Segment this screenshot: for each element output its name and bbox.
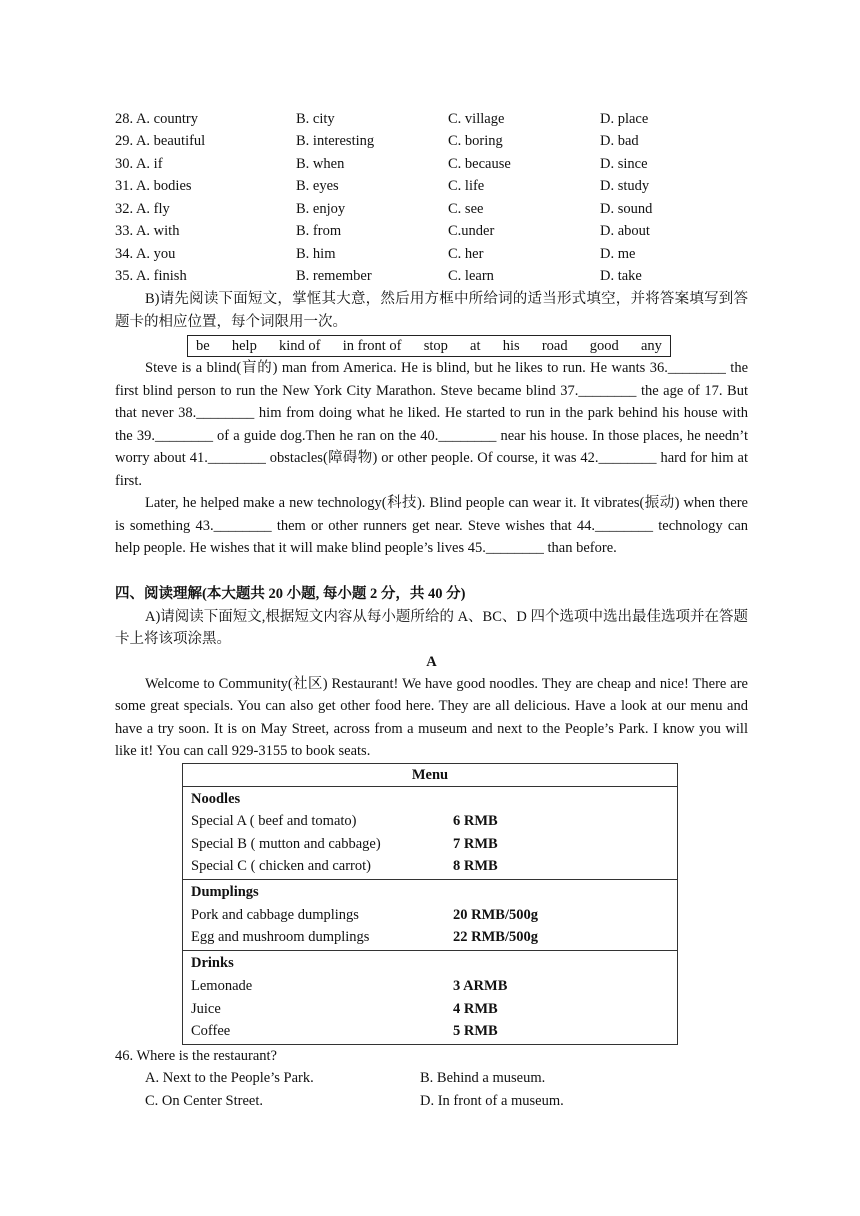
menu-category: Drinks [191,955,234,972]
word-item: good [589,337,619,354]
partb-instruction: B)请先阅读下面短文，掌恇其大意，然后用方框中所给词的适当形式填空，并将答案填写到答题卡的相应位置，每个词限用一次。 [115,291,748,330]
word-item: kind of [279,337,321,354]
option-row [115,198,748,221]
word-item: his [502,337,520,354]
option-d: D. place [600,110,649,127]
option-c: C. her [448,245,484,262]
option-a: 28. A. country [115,110,198,127]
option-row [115,108,748,131]
question-46-options-row-2 [115,1090,748,1113]
menu-item-price: 20 RMB/500g [453,906,538,923]
menu-item-price: 5 RMB [453,1023,498,1040]
menu-item-price: 7 RMB [453,835,498,852]
option-c: C. life [448,178,485,195]
word-item: in front of [342,337,402,354]
option-row [115,176,748,199]
menu-item-name: Juice [191,1000,221,1017]
answer-d: D. In front of a museum. [420,1092,564,1109]
option-c: C. boring [448,133,503,150]
option-c: C. see [448,200,484,217]
option-c: C.under [448,223,495,240]
menu-item-price: 22 RMB/500g [453,929,538,946]
passage-text: Welcome to Community(社区) Restaurant! We have good noodles. They are cheap and nice! There are some great specials. You can also get other food here. They are all delicious. Have a look at our menu and have a try soon. It is on May Street, across from a museum and next to the People’s Park. I know you will like it! You can call 929-3155 to book seats. [115,675,748,759]
menu-item [183,810,677,833]
menu-section-noodles [183,787,677,881]
menu-table [182,763,678,1046]
answer-c: C. On Center Street. [145,1092,263,1109]
option-d: D. take [600,268,642,285]
menu-item-name: Special B ( mutton and cabbage) [191,835,381,852]
option-b: B. when [296,155,345,172]
option-d: D. me [600,245,636,262]
word-item: help [231,337,257,354]
option-c: C. learn [448,268,494,285]
option-b: B. interesting [296,133,375,150]
option-d: D. since [600,155,648,172]
menu-item-name: Special A ( beef and tomato) [191,813,357,830]
menu-item [183,856,677,879]
option-b: B. remember [296,268,372,285]
word-item: road [541,337,568,354]
option-c: C. because [448,155,511,172]
option-a: 31. A. bodies [115,178,192,195]
section-title: 四、阅读理解(本大题共 20 小题, 每小题 2 分，共 40 分) [115,585,466,602]
option-b: B. him [296,245,336,262]
menu-item-name: Egg and mushroom dumplings [191,929,370,946]
options-block [115,108,748,288]
word-item: at [470,337,481,354]
option-b: B. from [296,223,342,240]
question-text: 46. Where is the restaurant? [115,1047,277,1064]
option-a: 30. A. if [115,155,163,172]
question-46 [115,1045,748,1068]
cloze-paragraph-1: Steve is a blind(盲的) man from America. He is blind, but he likes to run. He wants 36.________ the first blind person to run the New York City Marathon. Steve became blind 37.________ the age of 17. But that never 38.________ him from doing what he liked. He started to run in the park behind his house with the 39.________ of a guide dog.Then he ran on the 40.________ near his house. In those places, he needn’t worry about 41.________ obstacles(障碍物) or other people. Of course, it was 42.________ hard for him at first. [115,360,748,489]
option-a: 34. A. you [115,245,176,262]
menu-item [183,1020,677,1043]
option-row [115,221,748,244]
option-b: B. eyes [296,178,339,195]
menu-item [183,975,677,998]
menu-item-price: 4 RMB [453,1000,498,1017]
menu-title: Menu [183,764,677,787]
option-row [115,243,748,266]
menu-item [183,998,677,1021]
option-a: 33. A. with [115,223,180,240]
option-c: C. village [448,110,505,127]
option-b: B. city [296,110,335,127]
section-instruction: A)请阅读下面短文,根据短文内容从每小题所给的 A、BC、D 四个选项中选出最佳选项并在答题卡上将该项涂黑。 [115,608,748,647]
question-46-options-row-1 [115,1068,748,1091]
word-item: any [640,337,662,354]
option-a: 35. A. finish [115,268,187,285]
word-item: stop [423,337,448,354]
menu-category: Noodles [191,790,241,807]
menu-item-price: 6 RMB [453,813,498,830]
menu-item-name: Lemonade [191,977,253,994]
menu-item-name: Coffee [191,1023,231,1040]
word-box [187,335,671,357]
cloze-paragraph-2: Later, he helped make a new technology(科技). Blind people can wear it. It vibrates(振动) when there is something 43.________ them or other runners get near. Steve wishes that 44.________ technology can help people. He wishes that it will make blind people’s lives 45.________ than before. [115,495,748,556]
menu-item-name: Special C ( chicken and carrot) [191,858,371,875]
option-row [115,131,748,154]
menu-item [183,833,677,856]
menu-section-dumplings [183,880,677,951]
option-d: D. study [600,178,650,195]
menu-item [183,904,677,927]
option-d: D. bad [600,133,639,150]
menu-category: Dumplings [191,884,259,901]
answer-a: A. Next to the People’s Park. [145,1070,314,1087]
menu-item-price: 3 ARMB [453,977,508,994]
answer-b: B. Behind a museum. [420,1070,546,1087]
menu-item-price: 8 RMB [453,858,498,875]
option-d: D. sound [600,200,653,217]
option-a: 29. A. beautiful [115,133,206,150]
word-item: be [196,337,210,354]
menu-section-drinks [183,951,677,1044]
option-row [115,153,748,176]
menu-item-name: Pork and cabbage dumplings [191,906,359,923]
passage-label: A [426,653,437,670]
option-row [115,266,748,289]
exam-page [115,108,748,1113]
menu-item [183,927,677,950]
option-a: 32. A. fly [115,200,170,217]
option-b: B. enjoy [296,200,346,217]
option-d: D. about [600,223,650,240]
